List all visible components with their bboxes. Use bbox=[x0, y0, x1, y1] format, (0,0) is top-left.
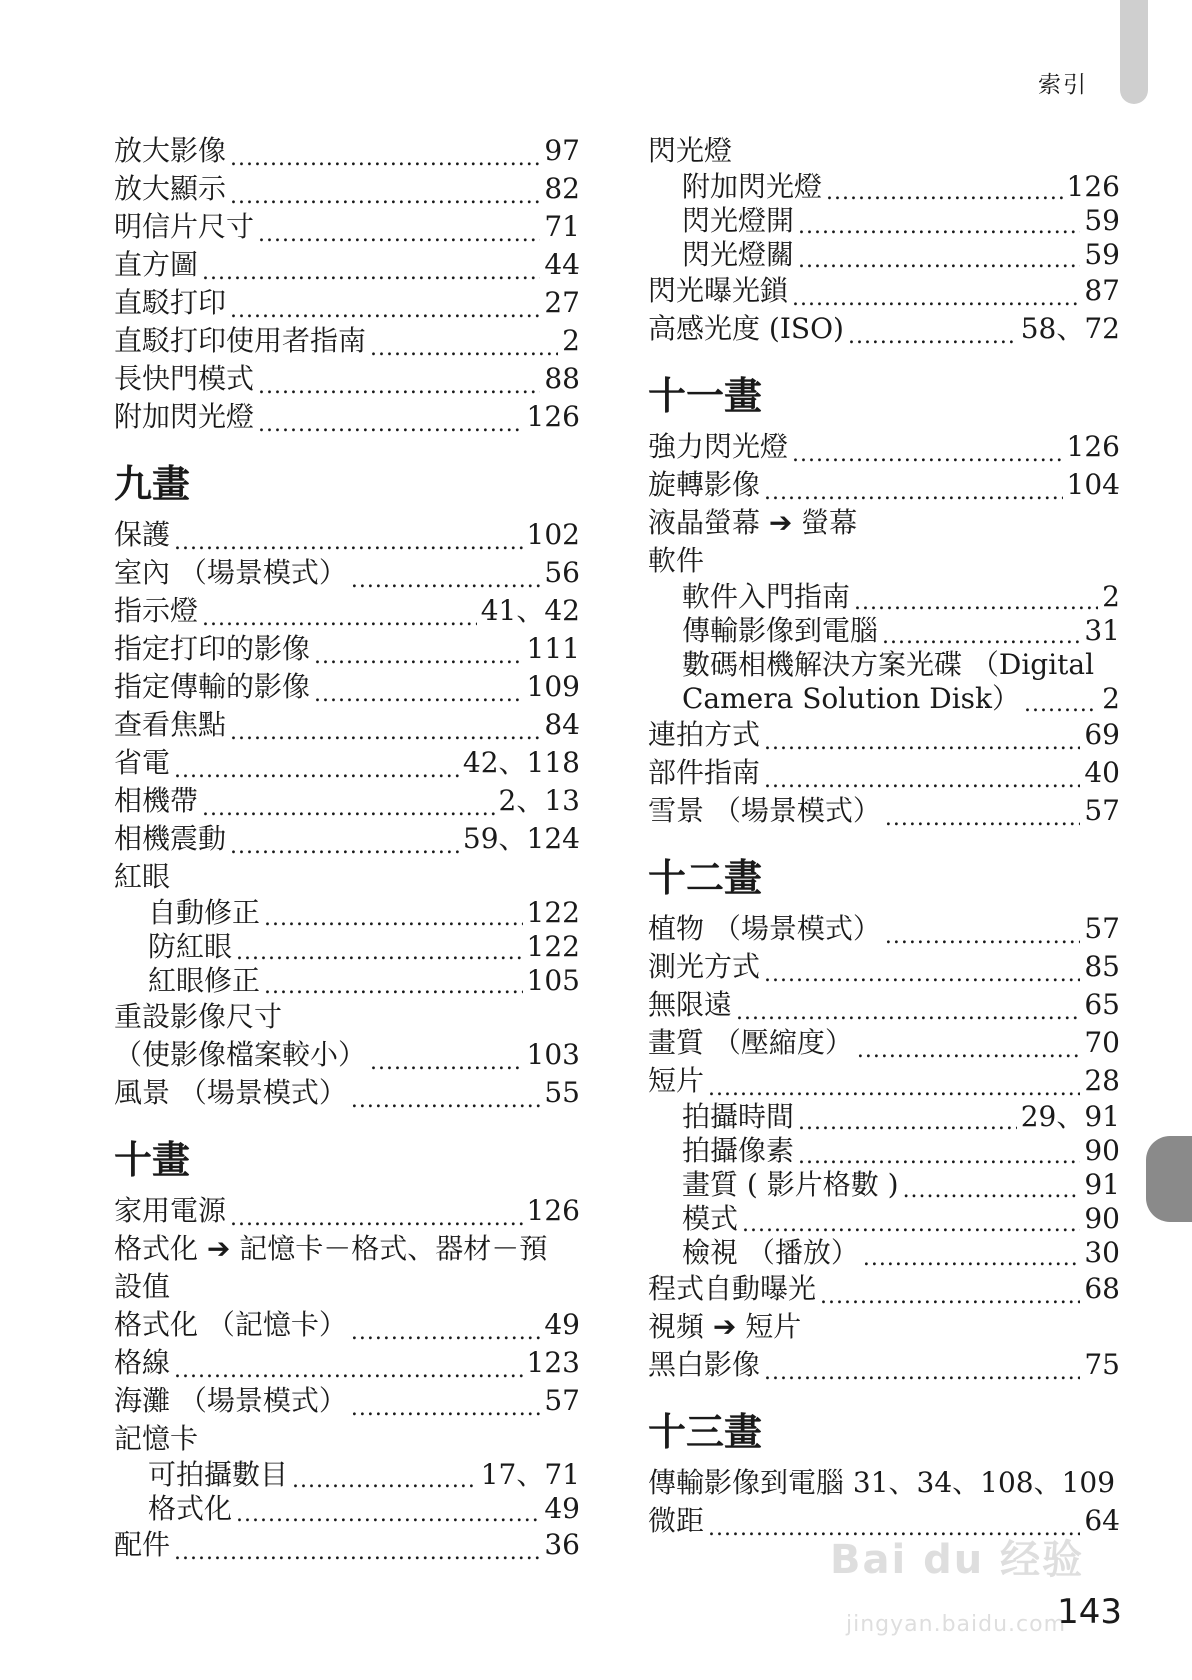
entry-page: 57 bbox=[544, 1384, 580, 1417]
index-entry bbox=[114, 360, 580, 398]
leader-dots bbox=[764, 724, 1080, 754]
entry-term: 連拍方式 bbox=[648, 718, 761, 751]
entry-term: 保護 bbox=[114, 518, 171, 551]
page-title: 索引 bbox=[1038, 72, 1088, 98]
entry-page: 75 bbox=[1084, 1348, 1120, 1381]
entry-page: 126 bbox=[526, 1194, 580, 1227]
leader-dots bbox=[826, 174, 1063, 204]
entry-page: 42、118 bbox=[462, 746, 580, 779]
entry-page: 87 bbox=[1084, 274, 1120, 307]
entry-flash: 閃光燈 bbox=[648, 134, 733, 167]
index-entry bbox=[648, 948, 1120, 986]
entry-term: 測光方式 bbox=[648, 950, 761, 983]
entry-page: 59 bbox=[1084, 238, 1120, 271]
entry-page: 56 bbox=[544, 556, 580, 589]
index-entry bbox=[114, 1526, 580, 1564]
entry-term: 閃光燈關 bbox=[682, 238, 795, 271]
entry-page: 102 bbox=[526, 518, 580, 551]
entry-disk: 數碼相機解決方案光碟 （Digital bbox=[682, 648, 1095, 681]
index-entry bbox=[114, 208, 580, 246]
entry-memcard: 記憶卡 bbox=[114, 1422, 199, 1455]
entry-page: 2 bbox=[1102, 682, 1120, 715]
index-entry bbox=[114, 1492, 580, 1526]
leader-dots bbox=[854, 584, 1098, 614]
entry-page: 126 bbox=[526, 400, 580, 433]
entry-page: 64 bbox=[1084, 1504, 1120, 1537]
entry-term: Camera Solution Disk） bbox=[682, 682, 1020, 715]
entry-format-ref-cont: 設值 bbox=[114, 1270, 171, 1303]
index-entry bbox=[114, 964, 580, 998]
entry-page: 27 bbox=[544, 286, 580, 319]
leader-dots bbox=[230, 292, 540, 322]
heading-10-strokes: 十畫 bbox=[114, 1138, 191, 1182]
group-11a bbox=[648, 428, 1120, 504]
leader-dots bbox=[174, 752, 459, 782]
entry-page: 59 bbox=[1084, 204, 1120, 237]
entry-term: 模式 bbox=[682, 1202, 739, 1235]
leader-dots bbox=[314, 676, 523, 706]
leader-dots bbox=[764, 474, 1063, 504]
entry-term: 相機帶 bbox=[114, 784, 199, 817]
group-10b bbox=[114, 1306, 580, 1420]
entry-page: 17、71 bbox=[480, 1458, 580, 1491]
heading-11-strokes: 十一畫 bbox=[648, 374, 763, 418]
entry-page: 105 bbox=[526, 964, 580, 997]
entry-page: 97 bbox=[544, 134, 580, 167]
index-entry bbox=[114, 744, 580, 782]
entry-term: 畫質 （壓縮度） bbox=[648, 1026, 853, 1059]
entry-term: 畫質 ( 影片格數 ) bbox=[682, 1168, 899, 1201]
entry-page: 2 bbox=[1102, 580, 1120, 613]
leader-dots bbox=[792, 436, 1063, 466]
index-entry bbox=[114, 132, 580, 170]
leader-dots bbox=[764, 1354, 1080, 1384]
index-entry bbox=[648, 310, 1120, 348]
index-entry bbox=[648, 1346, 1120, 1384]
index-column-left bbox=[114, 132, 580, 1564]
index-entry bbox=[114, 820, 580, 858]
group-software bbox=[648, 580, 1120, 648]
entry-term: 閃光燈開 bbox=[682, 204, 795, 237]
leader-dots bbox=[258, 368, 540, 398]
entry-term: 自動修正 bbox=[148, 896, 261, 929]
index-tab-top bbox=[1120, 0, 1148, 104]
heading-12-strokes: 十二畫 bbox=[648, 856, 763, 900]
entry-page: 49 bbox=[544, 1492, 580, 1525]
leader-dots bbox=[820, 1278, 1080, 1308]
index-entry bbox=[648, 204, 1120, 238]
index-entry bbox=[114, 592, 580, 630]
entry-page: 90 bbox=[1084, 1202, 1120, 1235]
leader-dots bbox=[1024, 686, 1098, 716]
entry-term: 指定打印的影像 bbox=[114, 632, 311, 665]
leader-dots bbox=[202, 254, 540, 284]
index-entry bbox=[648, 1062, 1120, 1100]
entry-term: 省電 bbox=[114, 746, 171, 779]
index-column-right bbox=[648, 132, 1120, 1540]
group-flash bbox=[648, 170, 1120, 272]
index-entry bbox=[648, 614, 1120, 648]
leader-dots bbox=[264, 900, 523, 930]
leader-dots bbox=[798, 242, 1080, 272]
leader-dots bbox=[236, 934, 523, 964]
entry-page: 70 bbox=[1084, 1026, 1120, 1059]
entry-page: 2 bbox=[562, 324, 580, 357]
entry-page: 123 bbox=[526, 1346, 580, 1379]
index-entry bbox=[114, 668, 580, 706]
leader-dots bbox=[258, 216, 540, 246]
entry-term: 格式化 （記憶卡） bbox=[114, 1308, 347, 1341]
entry-page: 126 bbox=[1066, 430, 1120, 463]
leader-dots bbox=[230, 828, 459, 858]
index-tab-marker bbox=[1146, 1136, 1192, 1222]
index-entry bbox=[114, 516, 580, 554]
entry-page: 88 bbox=[544, 362, 580, 395]
entry-term: 拍攝像素 bbox=[682, 1134, 795, 1167]
entry-page: 122 bbox=[526, 896, 580, 929]
entry-term: 旋轉影像 bbox=[648, 468, 761, 501]
entry-term: 格線 bbox=[114, 1346, 171, 1379]
index-entry bbox=[114, 284, 580, 322]
leader-dots bbox=[903, 1172, 1081, 1202]
index-entry bbox=[648, 580, 1120, 614]
entry-term: 黑白影像 bbox=[648, 1348, 761, 1381]
entry-page: 29、91 bbox=[1020, 1100, 1120, 1133]
index-entry bbox=[648, 986, 1120, 1024]
entry-page: 68 bbox=[1084, 1272, 1120, 1305]
entry-page: 111 bbox=[526, 632, 580, 665]
leader-dots bbox=[764, 956, 1080, 986]
entry-term: 指定傳輸的影像 bbox=[114, 670, 311, 703]
entry-term: 程式自動曝光 bbox=[648, 1272, 817, 1305]
entry-term: 海灘 （場景模式） bbox=[114, 1384, 347, 1417]
index-entry bbox=[648, 170, 1120, 204]
entry-page: 104 bbox=[1066, 468, 1120, 501]
group-memcard bbox=[114, 1458, 580, 1526]
leader-dots bbox=[174, 524, 523, 554]
group-11b bbox=[648, 716, 1120, 830]
entry-term: 放大影像 bbox=[114, 134, 227, 167]
entry-term: 防紅眼 bbox=[148, 930, 233, 963]
index-entry bbox=[114, 1192, 580, 1230]
entry-term: 直方圖 bbox=[114, 248, 199, 281]
index-entry bbox=[114, 1074, 580, 1112]
leader-dots bbox=[174, 1352, 523, 1382]
entry-term: 指示燈 bbox=[114, 594, 199, 627]
entry-term: 附加閃光燈 bbox=[114, 400, 255, 433]
entry-page: 85 bbox=[1084, 950, 1120, 983]
entry-page: 28 bbox=[1084, 1064, 1120, 1097]
index-entry bbox=[114, 896, 580, 930]
group-intro bbox=[114, 132, 580, 436]
index-entry bbox=[648, 428, 1120, 466]
entry-page: 2、13 bbox=[498, 784, 580, 817]
index-entry bbox=[648, 1168, 1120, 1202]
index-entry bbox=[114, 1036, 580, 1074]
entry-term: 紅眼修正 bbox=[148, 964, 261, 997]
leader-dots bbox=[230, 140, 540, 170]
leader-dots bbox=[885, 800, 1080, 830]
leader-dots bbox=[370, 330, 558, 360]
index-entry bbox=[648, 1236, 1120, 1270]
entry-term: 附加閃光燈 bbox=[682, 170, 823, 203]
index-entry bbox=[114, 630, 580, 668]
entry-term: 強力閃光燈 bbox=[648, 430, 789, 463]
entry-term: 家用電源 bbox=[114, 1194, 227, 1227]
entry-page: 40 bbox=[1084, 756, 1120, 789]
leader-dots bbox=[351, 1390, 540, 1420]
leader-dots bbox=[264, 968, 523, 998]
entry-page: 31 bbox=[1084, 614, 1120, 647]
entry-page: 36 bbox=[544, 1528, 580, 1561]
heading-9-strokes: 九畫 bbox=[114, 462, 191, 506]
index-entry bbox=[114, 782, 580, 820]
page-number: 143 bbox=[1057, 1592, 1122, 1632]
index-entry bbox=[114, 930, 580, 964]
entry-term: 傳輸影像到電腦 bbox=[682, 614, 879, 647]
entry-page: 57 bbox=[1084, 794, 1120, 827]
leader-dots bbox=[708, 1070, 1080, 1100]
leader-dots bbox=[764, 762, 1080, 792]
entry-term: 檢視 （播放） bbox=[682, 1236, 859, 1269]
leader-dots bbox=[202, 790, 495, 820]
entry-term: 拍攝時間 bbox=[682, 1100, 795, 1133]
entry-page: 84 bbox=[544, 708, 580, 741]
entry-term: 放大顯示 bbox=[114, 172, 227, 205]
entry-page: 109 bbox=[526, 670, 580, 703]
entry-term: 長快門模式 bbox=[114, 362, 255, 395]
entry-term: 相機震動 bbox=[114, 822, 227, 855]
entry-resize: 重設影像尺寸 bbox=[114, 1000, 283, 1033]
entry-term: 無限遠 bbox=[648, 988, 733, 1021]
group-10a bbox=[114, 1192, 580, 1230]
leader-dots bbox=[798, 208, 1080, 238]
leader-dots bbox=[370, 1044, 523, 1074]
index-entry bbox=[114, 170, 580, 208]
entry-disk-cont bbox=[648, 682, 1120, 716]
index-entry bbox=[648, 1270, 1120, 1308]
index-entry bbox=[114, 246, 580, 284]
index-entry bbox=[648, 1202, 1120, 1236]
entry-term: （使影像檔案較小） bbox=[114, 1038, 367, 1071]
leader-dots bbox=[174, 1534, 540, 1564]
entry-page: 103 bbox=[526, 1038, 580, 1071]
entry-page: 55 bbox=[544, 1076, 580, 1109]
leader-dots bbox=[798, 1138, 1080, 1168]
group-9b bbox=[114, 1036, 580, 1112]
index-entry bbox=[114, 1306, 580, 1344]
index-entry bbox=[648, 238, 1120, 272]
entry-term: 直駁打印使用者指南 bbox=[114, 324, 367, 357]
leader-dots bbox=[798, 1104, 1017, 1134]
entry-page: 126 bbox=[1066, 170, 1120, 203]
watermark-url: jingyan.baidu.com bbox=[846, 1612, 1067, 1637]
entry-video-ref: 視頻 ➔ 短片 bbox=[648, 1310, 802, 1343]
entry-term: 植物 （場景模式） bbox=[648, 912, 881, 945]
leader-dots bbox=[236, 1496, 540, 1526]
group-r1 bbox=[648, 272, 1120, 348]
entry-page: 57 bbox=[1084, 912, 1120, 945]
entry-term: 配件 bbox=[114, 1528, 171, 1561]
entry-term: 查看焦點 bbox=[114, 708, 227, 741]
entry-term: 室內 （場景模式） bbox=[114, 556, 347, 589]
index-entry bbox=[114, 1382, 580, 1420]
leader-dots bbox=[792, 280, 1080, 310]
entry-page: 65 bbox=[1084, 988, 1120, 1021]
index-entry bbox=[648, 910, 1120, 948]
group-12b bbox=[648, 1270, 1120, 1308]
entry-format-ref: 格式化 ➔ 記憶卡－格式、器材－預 bbox=[114, 1232, 548, 1265]
watermark-logo: Bai du 经验 bbox=[830, 1537, 1085, 1583]
leader-dots bbox=[742, 1206, 1080, 1236]
leader-dots bbox=[314, 638, 523, 668]
group-12c bbox=[648, 1346, 1120, 1384]
leader-dots bbox=[258, 406, 523, 436]
index-entry bbox=[648, 716, 1120, 754]
group-red-eye bbox=[114, 896, 580, 998]
entry-term: 可拍攝數目 bbox=[148, 1458, 289, 1491]
leader-dots bbox=[230, 1200, 523, 1230]
leader-dots bbox=[230, 714, 540, 744]
group-9 bbox=[114, 516, 580, 858]
leader-dots bbox=[736, 994, 1080, 1024]
entry-page: 69 bbox=[1084, 718, 1120, 751]
entry-term: 閃光曝光鎖 bbox=[648, 274, 789, 307]
entry-page: 91 bbox=[1084, 1168, 1120, 1201]
entry-term: 雪景 （場景模式） bbox=[648, 794, 881, 827]
index-entry bbox=[114, 1458, 580, 1492]
index-entry bbox=[114, 322, 580, 360]
leader-dots bbox=[230, 178, 540, 208]
entry-term: 部件指南 bbox=[648, 756, 761, 789]
leader-dots bbox=[351, 562, 540, 592]
entry-term: 風景 （場景模式） bbox=[114, 1076, 347, 1109]
entry-page: 49 bbox=[544, 1308, 580, 1341]
entry-term: 高感光度 (ISO) bbox=[648, 312, 844, 345]
entry-page: 71 bbox=[544, 210, 580, 243]
entry-page: 58、72 bbox=[1020, 312, 1120, 345]
index-entry bbox=[114, 1344, 580, 1382]
leader-dots bbox=[351, 1082, 540, 1112]
entry-transfer: 傳輸影像到電腦 31、34、108、109 bbox=[648, 1466, 1116, 1499]
entry-red-eye: 紅眼 bbox=[114, 860, 171, 893]
index-entry bbox=[648, 754, 1120, 792]
entry-term: 直駁打印 bbox=[114, 286, 227, 319]
index-entry bbox=[648, 1134, 1120, 1168]
entry-page: 41、42 bbox=[480, 594, 580, 627]
index-entry bbox=[114, 554, 580, 592]
entry-term: 格式化 bbox=[148, 1492, 233, 1525]
entry-term: 明信片尺寸 bbox=[114, 210, 255, 243]
entry-page: 90 bbox=[1084, 1134, 1120, 1167]
entry-page: 59、124 bbox=[462, 822, 580, 855]
leader-dots bbox=[202, 600, 477, 630]
index-entry bbox=[114, 398, 580, 436]
leader-dots bbox=[351, 1314, 540, 1344]
entry-term: 短片 bbox=[648, 1064, 705, 1097]
index-entry bbox=[648, 1024, 1120, 1062]
leader-dots bbox=[848, 318, 1017, 348]
index-entry bbox=[114, 706, 580, 744]
entry-software: 軟件 bbox=[648, 544, 705, 577]
entry-page: 122 bbox=[526, 930, 580, 963]
leader-dots bbox=[882, 618, 1080, 648]
index-entry bbox=[648, 1100, 1120, 1134]
entry-term: 微距 bbox=[648, 1504, 705, 1537]
index-entry bbox=[648, 272, 1120, 310]
leader-dots bbox=[885, 918, 1080, 948]
leader-dots bbox=[857, 1032, 1080, 1062]
group-movie bbox=[648, 1100, 1120, 1270]
leader-dots bbox=[292, 1462, 477, 1492]
entry-lcd-ref: 液晶螢幕 ➔ 螢幕 bbox=[648, 506, 858, 539]
index-entry bbox=[648, 466, 1120, 504]
group-10c bbox=[114, 1526, 580, 1564]
leader-dots bbox=[863, 1240, 1080, 1270]
entry-page: 44 bbox=[544, 248, 580, 281]
heading-13-strokes: 十三畫 bbox=[648, 1410, 763, 1454]
entry-page: 82 bbox=[544, 172, 580, 205]
group-12a bbox=[648, 910, 1120, 1100]
entry-page: 30 bbox=[1084, 1236, 1120, 1269]
index-entry bbox=[648, 792, 1120, 830]
entry-term: 軟件入門指南 bbox=[682, 580, 851, 613]
